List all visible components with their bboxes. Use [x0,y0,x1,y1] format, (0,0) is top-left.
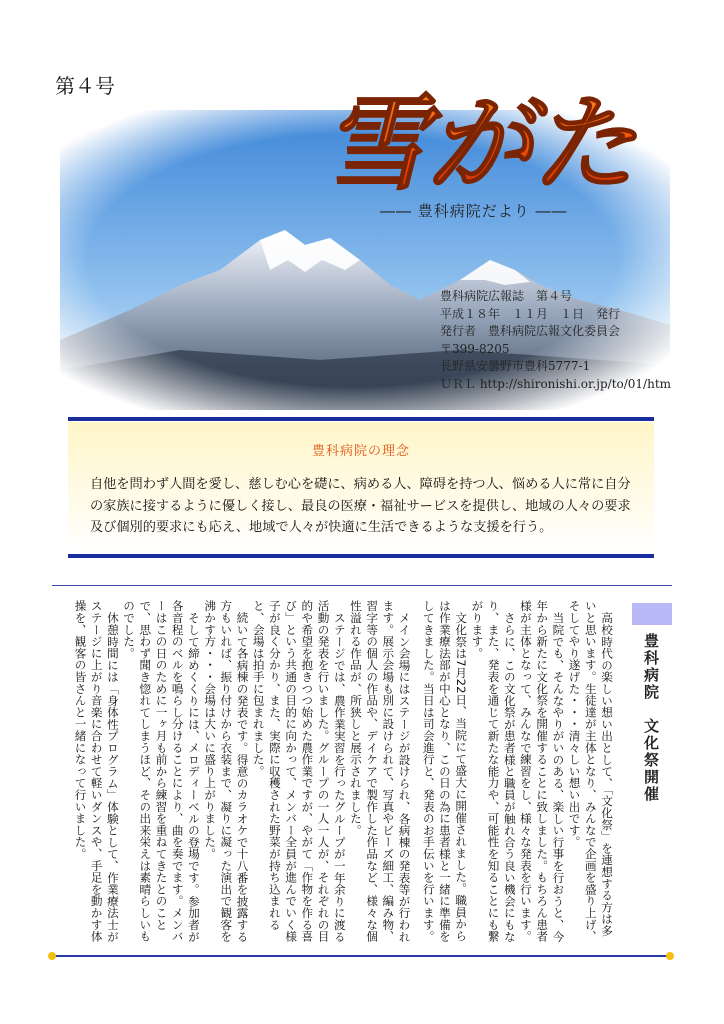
article-paragraph: メイン会場にはステージが設けられ、各病棟の発表等が行われます。展示会場も別に設けられて、写真やビーズ細工、編み物、習字等の個人の作品や、デイケアで製作した作品など、様々な個性溢れる作品が、所狭しと展示されました。 [348,600,412,943]
newsletter-subtitle: ―― 豊科病院だより ―― [380,202,568,220]
article-paragraph: 当院でも、そんなやりがいのある、楽しい行事を行おうと、今年から新たに文化祭を開催することに致しました。もちろん患者様が主体となって、みんなで練習をし、様々な発表を行います。 [518,600,566,943]
article-title-tab [632,603,672,803]
article-paragraph: 高校時代の楽しい想い出として、「文化祭」を連想する方は多いと思います。生徒達が主体となり、みんなで企画を盛り上げ、そしてやり遂げた・・・清々しい想い出です。 [567,600,614,943]
article-paragraph: そして締めくくりには、メロディーベルの登場です。参加者が各音程のベルを鳴らし分けることにより、曲を奏でます。メンバーはこの日のために一ヶ月も前から練習を重ねてきたとのことで、思わず聞き惚れてしまうほど、その出来栄えは素晴らしいものでした。 [122,600,201,943]
publication-info [440,288,671,393]
footer-dot-right [666,952,674,960]
pub-url: ＵＲＬ http://shironishi.or.jp/to/01/htm [440,376,672,391]
article-body [60,600,615,945]
pub-line: 〒399-8205 [440,341,510,356]
pub-line: 豊科病院広報誌 第４号 [440,289,573,303]
pub-line: 平成１８年 １１月 １日 発行 [440,306,621,321]
article-paragraph: 続いて各病棟の発表です。得意のカラオケで十八番を披露する方もいれば、振り付けから衣装まで、凝りに凝った演出で観客を沸かす方・・・会場は大いに盛り上がりました。 [203,600,250,943]
masthead-text: 雪がた [323,83,637,205]
philosophy-body: 自他を問わず人間を愛し、慈しむ心を礎に、病める人、障碍を持つ人、悩める人に常に自分の家族に接するように優しく接し、最良の医療・福祉サービスを提供し、地域の人々の要求及び個別的要求にも応え、地域で人々が快適に生活できるような支援を行う。 [90,477,631,535]
article-paragraph: 文化祭は7月22日、当院にて盛大に開催されました。職員からは作業療法部が中心となり、この日の為に患者様と一緒に準備をしてきました。当日は司会進行と、発表のお手伝いを行います。 [421,600,469,943]
philosophy-box [68,422,654,554]
article-paragraph: ステージでは、農作業実習を行ったグループが一年余りに渡る活動の発表を行いました。グループの一人一人が、それぞれの目的や希望を抱きつつ始めた農作業ですが、やがて「作物を作る喜び」という共通の目的に向かって、メンバー全員が進んでいく様子が良く分かり、また、実際に収穫された野菜が持ち込まれると、会場は拍手に包まれました。 [251,600,347,943]
section-divider [52,585,672,586]
pub-line: 長野県安曇野市豊科5777-1 [440,359,591,373]
philosophy-bottom-rule [68,554,654,558]
pub-line: 発行者 豊科病院広報文化委員会 [440,324,621,338]
article-title: 豊科病院 文化祭開催 [642,633,660,803]
footer-dot-left [48,952,56,960]
article-paragraph: さらに、この文化祭が患者様と職員が触れ合う良い機会にもなり、また、発表を通じて新たな能力や、可能性を知ることにも繋がります。 [470,600,517,943]
article-paragraph: 休憩時間には「身体性プログラム」体験として、作業療法士がステージに上がり音楽に合わせて軽いダンスや、手足を動かす体操を、観客の皆さんと一緒になって行いました。 [73,600,120,943]
masthead-title [300,68,660,208]
issue-number: 第４号 [55,74,115,98]
philosophy-top-rule [68,417,654,421]
philosophy-title: 豊科病院の理念 [311,444,410,459]
footer-rule [52,955,672,957]
